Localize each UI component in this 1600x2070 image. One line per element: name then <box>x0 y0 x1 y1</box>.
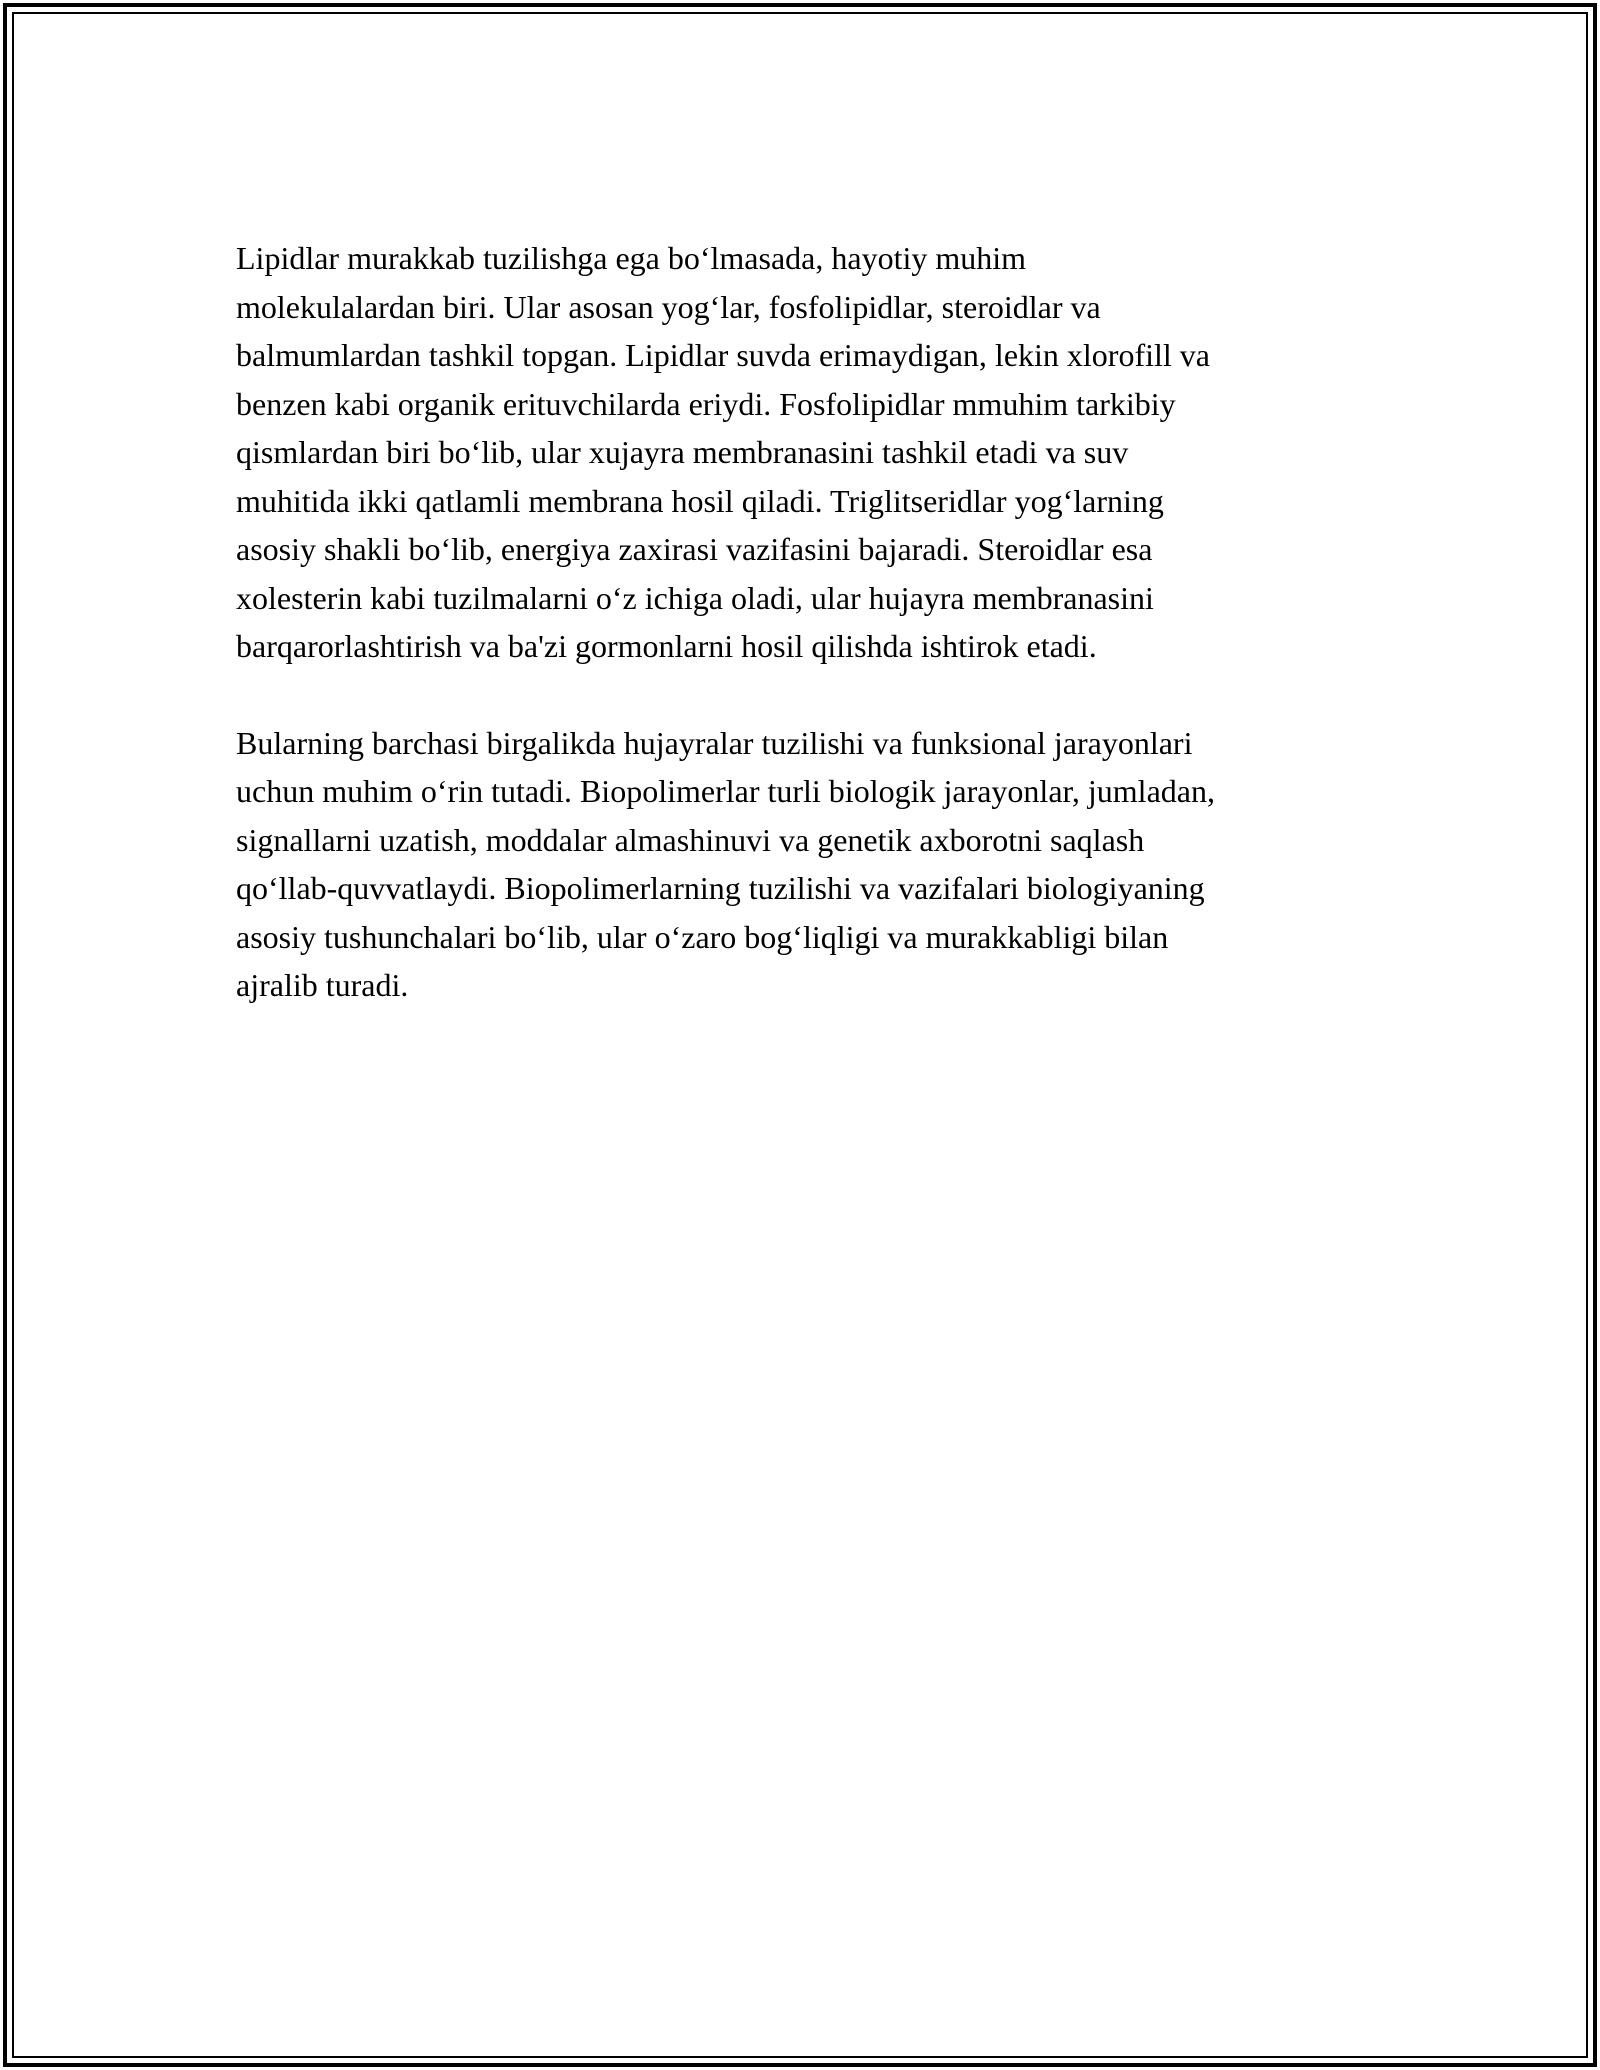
text-line: signallarni uzatish, moddalar almashinuvi va genetik axborotni saqlash <box>236 821 1145 858</box>
text-line: molekulalardan biri. Ular asosan yog‘lar, fosfolipidlar, steroidlar va <box>236 288 1101 325</box>
text-line: barqarorlashtirish va ba'zi gormonlarni hosil qilishda ishtirok etadi. <box>236 628 1097 664</box>
text-line: uchun muhim o‘rin tutadi. Biopolimerlar turli biologik jarayonlar, jumladan, <box>236 773 1215 809</box>
text-line: Lipidlar murakkab tuzilishga ega bo‘lmasada, hayotiy muhim <box>236 240 1027 276</box>
text-line: xolesterin kabi tuzilmalarni o‘z ichiga oladi, ular hujayra membranasini <box>236 579 1154 616</box>
text-line: balmumlardan tashkil topgan. Lipidlar suvda erimaydigan, lekin xlorofill va <box>236 337 1210 373</box>
text-line: ajralib turadi. <box>236 967 409 1003</box>
text-line: asosiy shakli bo‘lib, energiya zaxirasi vazifasini bajaradi. Steroidlar esa <box>236 531 1153 567</box>
text-line: qismlardan biri bo‘lib, ular xujayra membranasini tashkil etadi va suv <box>236 434 1129 470</box>
text-line: benzen kabi organik erituvchilarda eriydi. Fosfolipidlar mmuhim tarkibiy <box>236 385 1176 422</box>
text-line: qo‘llab-quvvatlaydi. Biopolimerlarning tuzilishi va vazifalari biologiyaning <box>236 870 1205 906</box>
paragraph-1 <box>236 234 1366 671</box>
text-line: Bularning barchasi birgalikda hujayralar tuzilishi va funksional jarayonlari <box>236 724 1193 761</box>
paragraph-2 <box>236 719 1366 1010</box>
text-line: asosiy tushunchalari bo‘lib, ular o‘zaro bog‘liqligi va murakkabligi bilan <box>236 918 1169 955</box>
text-line: muhitida ikki qatlamli membrana hosil qiladi. Triglitseridlar yog‘larning <box>236 482 1164 519</box>
document-body <box>236 234 1366 1010</box>
